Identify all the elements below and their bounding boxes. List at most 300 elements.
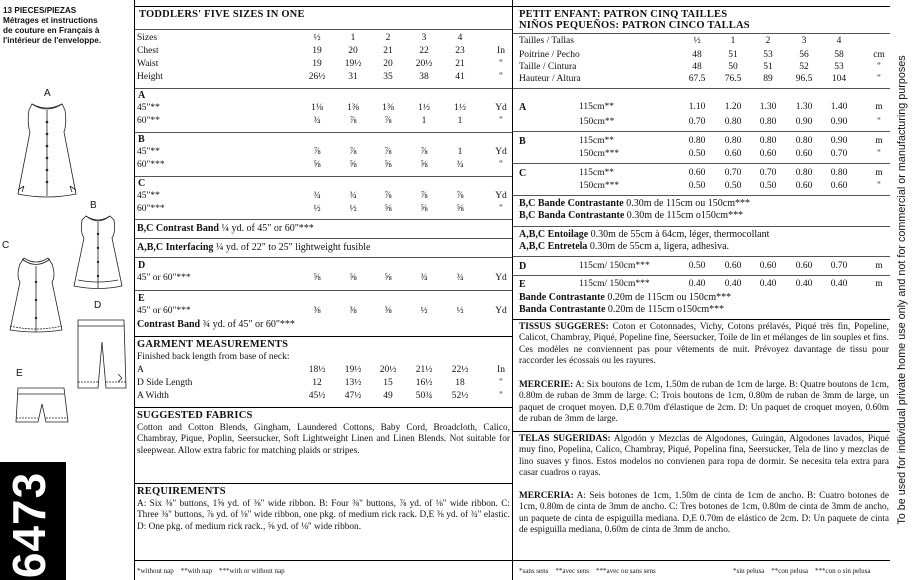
view-letter: B — [519, 136, 526, 147]
cell: 0.60 — [795, 181, 813, 191]
cell: 19 — [312, 59, 322, 69]
cell: 1⅜ — [347, 103, 359, 113]
fabric-width: 150cm*** — [579, 149, 620, 159]
cell: 35 — [383, 72, 393, 82]
fabric-width: 60"** — [137, 116, 160, 126]
cell: 0.60 — [724, 149, 742, 159]
cell: ¾ — [420, 273, 428, 283]
view-letter: A — [519, 102, 527, 113]
fabric-width: 115cm** — [579, 168, 615, 178]
cell: 0.50 — [688, 181, 706, 191]
side-disclaimer — [889, 0, 915, 580]
size: 4 — [836, 36, 842, 46]
cell: ⅞ — [349, 147, 357, 157]
row-label: A Width — [137, 391, 169, 401]
unit: " — [877, 117, 881, 127]
cell: 0.90 — [830, 136, 848, 146]
view-d-pants-illustration — [74, 316, 130, 392]
measurement-row — [135, 365, 512, 376]
row-label: Waist — [137, 59, 159, 69]
cell: 0.40 — [724, 279, 742, 289]
unit: Yd — [495, 103, 507, 113]
label: A,B,C Entretela — [519, 241, 588, 252]
cell: ⅞ — [384, 147, 392, 157]
cell: 0.80 — [795, 136, 813, 146]
fr-sizes-row — [513, 36, 890, 47]
cell: 1.10 — [688, 102, 706, 112]
garment-title: GARMENT MEASUREMENTS — [137, 339, 289, 350]
cell: 1 — [457, 147, 463, 157]
rule — [135, 29, 512, 30]
cell: ¾ — [456, 273, 464, 283]
cell: 0.60 — [759, 261, 777, 271]
metrage-row — [513, 102, 890, 113]
cell: 21 — [383, 46, 393, 56]
cell: ⅝ — [349, 160, 357, 170]
label: B,C Contrast Band — [137, 223, 219, 234]
unit: " — [499, 116, 503, 126]
cell: 0.70 — [830, 261, 848, 271]
cell: 0.90 — [795, 117, 813, 127]
yardage-row — [135, 103, 512, 114]
band-es — [519, 304, 724, 315]
fabric-width: 115cm/ 150cm*** — [579, 261, 650, 271]
cell: 0.80 — [759, 117, 777, 127]
text: 0.30m de 115cm ou 150cm*** — [626, 198, 751, 209]
unit: " — [499, 160, 503, 170]
cell: 0.60 — [830, 181, 848, 191]
entretela — [519, 241, 729, 252]
size: 3 — [421, 33, 427, 43]
en-body-row — [135, 46, 512, 57]
cell: 18 — [455, 378, 465, 388]
cell: 0.80 — [688, 136, 706, 146]
label: A,B,C Interfacing — [137, 242, 214, 253]
cell: 96.5 — [795, 74, 813, 84]
unit: " — [877, 62, 881, 72]
label: B,C Bande Contrastante — [519, 198, 624, 209]
cell: ¾ — [313, 116, 321, 126]
size: 3 — [801, 36, 807, 46]
cell: 0.40 — [759, 279, 777, 289]
yardage-row — [135, 273, 512, 284]
fr-footnote: *sans sens **avec sens ***avec ou sans sens — [519, 567, 656, 575]
rule — [135, 290, 512, 291]
garment-subtitle: Finished back length from base of neck: — [137, 352, 290, 362]
fabric-width: 115cm** — [579, 136, 615, 146]
fr-body-row — [513, 62, 890, 73]
mercerie-section — [519, 380, 889, 425]
cell: 0.40 — [830, 279, 848, 289]
cell: ⅜ — [313, 306, 321, 316]
rule — [513, 88, 890, 89]
cell: 20½ — [415, 59, 433, 69]
cell: 50¾ — [415, 391, 433, 401]
fabrics-text: Cotton and Cotton Blends, Gingham, Laundered Cottons, Baby Cord, Broadcloth, Calico, Chambray, Pique, Poplin, Seersucker, Soft Lightweight Linen and Linen Blends. Not suitable for sleepwear. Allow extra fabric for matching plaids or stripes. — [137, 423, 510, 456]
text: ¼ yd. of 45" or 60"*** — [221, 223, 314, 234]
size: ½ — [313, 33, 321, 43]
cell: 1 — [421, 116, 427, 126]
rule — [513, 131, 890, 132]
cell: ⅞ — [313, 147, 321, 157]
size: 2 — [385, 33, 391, 43]
requirements-title: REQUIREMENTS — [137, 486, 226, 497]
top-rule — [135, 6, 512, 7]
row-label: Height — [137, 72, 163, 82]
cell: 89 — [763, 74, 773, 84]
rule — [513, 275, 890, 276]
cell: ½ — [456, 306, 464, 316]
cell: ⅜ — [384, 306, 392, 316]
cell: 0.60 — [724, 261, 742, 271]
cell: 18½ — [308, 365, 326, 375]
es-footnote: *sin pelusa **con pelusa ***con o sin pelusa — [733, 567, 871, 575]
yardage-row — [135, 116, 512, 127]
row-label: Taille / Cintura — [519, 62, 577, 72]
text: 0.20m de 115cm o150cm*** — [607, 304, 725, 315]
text: 0.30m de 115cm o150cm*** — [626, 210, 744, 221]
cell: 0.70 — [830, 149, 848, 159]
sizes-label: Tailles / Tallas — [519, 36, 574, 46]
cell: 0.60 — [795, 149, 813, 159]
pattern-number: 6473 — [3, 471, 56, 579]
entoilage — [519, 229, 769, 240]
cell: ½ — [313, 204, 321, 214]
cell: 1⅜ — [382, 103, 394, 113]
cell: 48 — [692, 62, 702, 72]
cell: 0.50 — [688, 149, 706, 159]
rule — [135, 336, 512, 337]
cell: 104 — [831, 74, 847, 84]
view-e-shorts-illustration — [14, 384, 70, 428]
cell: 45½ — [308, 391, 326, 401]
view-letter: C — [519, 168, 527, 179]
cell: ¾ — [456, 160, 464, 170]
telas-title: TELAS SUGERIDAS: — [519, 434, 611, 444]
en-footnote: *without nap **with nap ***with or without nap — [137, 567, 285, 575]
cell: ⅝ — [420, 160, 428, 170]
row-label: A — [137, 365, 144, 375]
rule — [135, 560, 512, 561]
view-label-b: B — [90, 200, 97, 211]
cell: ¾ — [313, 191, 321, 201]
text: ¾ yd. of 45" or 60"*** — [202, 319, 295, 330]
cell: 38 — [419, 72, 429, 82]
fabric-width: 115cm/ 150cm*** — [579, 279, 650, 289]
cell: ½ — [349, 204, 357, 214]
cell: 21½ — [415, 365, 433, 375]
metrage-row — [513, 181, 890, 192]
cell: 0.60 — [795, 261, 813, 271]
size: 4 — [457, 33, 463, 43]
rule — [135, 88, 512, 89]
fabric-width: 60"*** — [137, 204, 165, 214]
cell: 0.40 — [688, 279, 706, 289]
unit: " — [499, 72, 503, 82]
rule — [135, 132, 512, 133]
cell: 22½ — [451, 365, 469, 375]
requirements-text: A: Six ⅜" buttons, 1⅝ yd. of ⅜" wide ribbon. B: Four ⅜" buttons, ⅞ yd. of ⅛" wide ribbon. C: Three ⅜" buttons, ⅞ yd. of ⅛" wide ribbon, one pkg. of medium rick rack. D,E ⅜ yd. of ¾" elastic. D: One pkg. of medium rick rack., ⅝ yd. of ⅛" wide ribbon. — [137, 499, 510, 532]
cell: 1.30 — [759, 102, 777, 112]
unit: Yd — [495, 306, 507, 316]
mercerie-text: A: Six boutons de 1cm, 1.50m de ruban de 1cm de large. B: Quatre boutons de 1cm, 0.80m de ruban de 3mm de large. C: Trois boutons de 1cm, 0.80m de ruban de 3mm de large, un paquet de croquet moyen. D,E 0.70m d'élastique de 2cm. D: Un paquet de croquet moyen, 0.60m de ruban de 3mm de large. — [519, 380, 889, 424]
view-label-e: E — [16, 368, 23, 379]
view-label-d: D — [94, 300, 102, 311]
en-sizes-row — [135, 33, 512, 44]
label: Banda Contrastante — [519, 304, 606, 315]
cell: 0.80 — [795, 168, 813, 178]
fabric-width: 45"** — [137, 147, 160, 157]
cell: 58 — [834, 50, 844, 60]
unit: Yd — [495, 191, 507, 201]
pieces-note — [3, 6, 131, 46]
french-spanish-column — [512, 0, 890, 580]
cell: 1.20 — [724, 102, 742, 112]
fabric-width: 150cm** — [579, 117, 615, 127]
unit: " — [877, 149, 881, 159]
note-line-3: l'intérieur de l'enveloppe. — [3, 36, 102, 45]
cell: 0.80 — [724, 117, 742, 127]
pattern-number-box — [0, 462, 66, 580]
top-rule — [513, 6, 890, 7]
cell: 1.30 — [795, 102, 813, 112]
metrage-row — [513, 279, 890, 290]
view-letter: B — [138, 134, 145, 145]
cell: 52½ — [451, 391, 469, 401]
contrast-band — [137, 319, 295, 330]
view-label-c: C — [2, 240, 10, 251]
rule — [513, 431, 890, 432]
view-letter: E — [138, 293, 145, 304]
unit: " — [499, 391, 503, 401]
rule — [513, 163, 890, 164]
cell: ⅞ — [420, 147, 428, 157]
cell: 51 — [728, 50, 738, 60]
rule — [135, 238, 512, 239]
cell: 0.50 — [688, 261, 706, 271]
cell: 12 — [312, 378, 322, 388]
unit: " — [499, 378, 503, 388]
view-label-a: A — [44, 88, 51, 99]
fabric-width: 45" or 60"*** — [137, 273, 191, 283]
cell: 0.70 — [688, 117, 706, 127]
cell: 31 — [348, 72, 358, 82]
view-letter: D — [138, 260, 146, 271]
tissus-text: Coton et Cotonnades, Vichy, Cotons prélavés, Piqué très fin, Popeline, Calicot, Chambray, Piqué, Popeline fine, Seersucker, Toile de lin et mélanges de lin souples et fins. Ces modèles ne conviennent pas pour vêtements de nuit. Prévoyez davantage de tissu pour raccorder les écossais ou les rayures. — [519, 322, 890, 366]
metrage-row — [513, 117, 890, 128]
view-a-dress-illustration — [10, 102, 85, 202]
rule — [135, 407, 512, 408]
cell: 41 — [455, 72, 465, 82]
cell: 0.80 — [830, 168, 848, 178]
cell: 19½ — [344, 365, 362, 375]
measurement-row — [135, 378, 512, 389]
mercerie-title: MERCERIE: — [519, 380, 574, 390]
cell: 50 — [728, 62, 738, 72]
cell: 0.90 — [830, 117, 848, 127]
yardage-row — [135, 191, 512, 202]
rule — [513, 226, 890, 227]
fabric-width: 45"** — [137, 191, 160, 201]
cell: 76.5 — [724, 74, 742, 84]
cell: ⅝ — [313, 273, 321, 283]
cell: 48 — [692, 50, 702, 60]
cell: ⅞ — [384, 116, 392, 126]
size: ½ — [693, 36, 701, 46]
unit: m — [875, 279, 883, 289]
cell: ¾ — [349, 191, 357, 201]
pieces-count: 13 PIECES/PIEZAS — [3, 6, 77, 15]
fr-title: PETIT ENFANT: PATRON CINQ TAILLES — [519, 9, 728, 20]
band-bc-fr — [519, 198, 750, 209]
size: 2 — [765, 36, 771, 46]
rule — [513, 195, 890, 196]
rule — [135, 219, 512, 220]
cell: 1⅛ — [311, 103, 323, 113]
cell: 0.70 — [724, 168, 742, 178]
cell: 1.40 — [830, 102, 848, 112]
unit: m — [875, 168, 883, 178]
english-column — [134, 0, 512, 580]
view-letter: A — [138, 90, 146, 101]
rule — [135, 483, 512, 484]
cell: 20 — [383, 59, 393, 69]
sizes-label: Sizes — [137, 33, 158, 43]
cell: 16½ — [415, 378, 433, 388]
cell: ⅞ — [420, 191, 428, 201]
metrage-row — [513, 136, 890, 147]
cell: 13½ — [344, 378, 362, 388]
rule — [513, 319, 890, 320]
cell: ⅜ — [349, 306, 357, 316]
unit: m — [875, 102, 883, 112]
cell: ⅞ — [456, 191, 464, 201]
illustration-panel — [0, 0, 133, 580]
cell: 52 — [799, 62, 809, 72]
yardage-row — [135, 306, 512, 317]
cell: 53 — [763, 50, 773, 60]
metrage-row — [513, 261, 890, 272]
en-body-row — [135, 72, 512, 83]
cell: 21 — [455, 59, 465, 69]
size: 1 — [730, 36, 736, 46]
row-label: Poitrine / Pecho — [519, 50, 580, 60]
unit: In — [497, 365, 505, 375]
rule — [135, 257, 512, 258]
rule — [135, 176, 512, 177]
note-line-1: Métrages et instructions — [3, 16, 98, 25]
cell: 1½ — [418, 103, 430, 113]
cell: ⅝ — [384, 204, 392, 214]
fr-body-row — [513, 50, 890, 61]
label: A,B,C Entoilage — [519, 229, 589, 240]
fr-body-row — [513, 74, 890, 85]
cell: 53 — [834, 62, 844, 72]
text: ¼ yd. of 22" to 25" lightweight fusible — [215, 242, 371, 253]
cell: ⅞ — [384, 191, 392, 201]
cell: 20½ — [379, 365, 397, 375]
cell: 19 — [312, 46, 322, 56]
cell: ⅝ — [313, 160, 321, 170]
band-bc-es — [519, 210, 743, 221]
cell: ⅝ — [349, 273, 357, 283]
unit: " — [877, 181, 881, 191]
unit: cm — [873, 50, 885, 60]
fabric-width: 60"*** — [137, 160, 165, 170]
cell: 23 — [455, 46, 465, 56]
metrage-row — [513, 168, 890, 179]
cell: ⅞ — [349, 116, 357, 126]
cell: 1 — [457, 116, 463, 126]
text: 0.20m de 115cm ou 150cm*** — [607, 292, 732, 303]
cell: ⅝ — [384, 160, 392, 170]
fabric-width: 150cm*** — [579, 181, 620, 191]
band-fr — [519, 292, 731, 303]
cell: 0.80 — [759, 136, 777, 146]
cell: 26½ — [308, 72, 326, 82]
cell: 56 — [799, 50, 809, 60]
cell: 1½ — [454, 103, 466, 113]
view-c-top-illustration — [4, 256, 68, 336]
unit: m — [875, 261, 883, 271]
cell: 67.5 — [688, 74, 706, 84]
disclaimer-text: To be used for individual private home use only and not for commercial or manufacturing purposes — [896, 55, 908, 525]
cell: 0.50 — [724, 181, 742, 191]
cell: 19½ — [344, 59, 362, 69]
rule — [513, 256, 890, 257]
unit: Yd — [495, 273, 507, 283]
view-letter: D — [519, 261, 527, 272]
row-label: Chest — [137, 46, 159, 56]
rule — [513, 33, 890, 34]
cell: 47½ — [344, 391, 362, 401]
tissus-section — [519, 322, 889, 367]
view-letter: C — [138, 178, 146, 189]
size: 1 — [350, 33, 356, 43]
merceria-text: A: Seis botones de 1cm, 1.50m de cinta de 1cm de ancho. B: Cuatro botones de 1cm, 0.80m de cinta de 3mm de ancho. C: Tres botones de 1cm, 0.80m de cinta de 3mm de ancho, un paquete de cinta de espiguilla mediana. D,E 0.70m de elástico de 2cm. D: Un paquete de cinta de espiguilla mediana, 0.60m de cinta de 3mm de ancho. — [519, 491, 890, 535]
fabric-width: 45" or 60"*** — [137, 306, 191, 316]
cell: 0.40 — [795, 279, 813, 289]
merceria-title: MERCERIA: — [519, 491, 574, 501]
label: Bande Contrastante — [519, 292, 605, 303]
yardage-row — [135, 204, 512, 215]
cell: 22 — [419, 46, 429, 56]
yardage-row — [135, 147, 512, 158]
en-body-row — [135, 59, 512, 70]
interfacing — [137, 242, 370, 253]
cell: 15 — [383, 378, 393, 388]
fabrics-title: SUGGESTED FABRICS — [137, 410, 253, 421]
cell: ⅝ — [384, 273, 392, 283]
tissus-title: TISSUS SUGGERES: — [519, 322, 609, 332]
row-label: D Side Length — [137, 378, 193, 388]
cell: 0.60 — [759, 149, 777, 159]
text: 0.30m de 55cm a, ligera, adhesiva. — [589, 241, 730, 252]
row-label: Hauteur / Altura — [519, 74, 581, 84]
unit: " — [499, 204, 503, 214]
cell: 49 — [383, 391, 393, 401]
unit: " — [877, 74, 881, 84]
cell: 0.70 — [759, 168, 777, 178]
text: 0.30m de 55cm à 64cm, léger, thermocollant — [590, 229, 770, 240]
rule — [513, 560, 890, 561]
cell: 0.60 — [688, 168, 706, 178]
cell: 0.80 — [724, 136, 742, 146]
view-b-top-illustration — [68, 214, 130, 292]
measurement-row — [135, 391, 512, 402]
unit: Yd — [495, 147, 507, 157]
cell: 51 — [763, 62, 773, 72]
